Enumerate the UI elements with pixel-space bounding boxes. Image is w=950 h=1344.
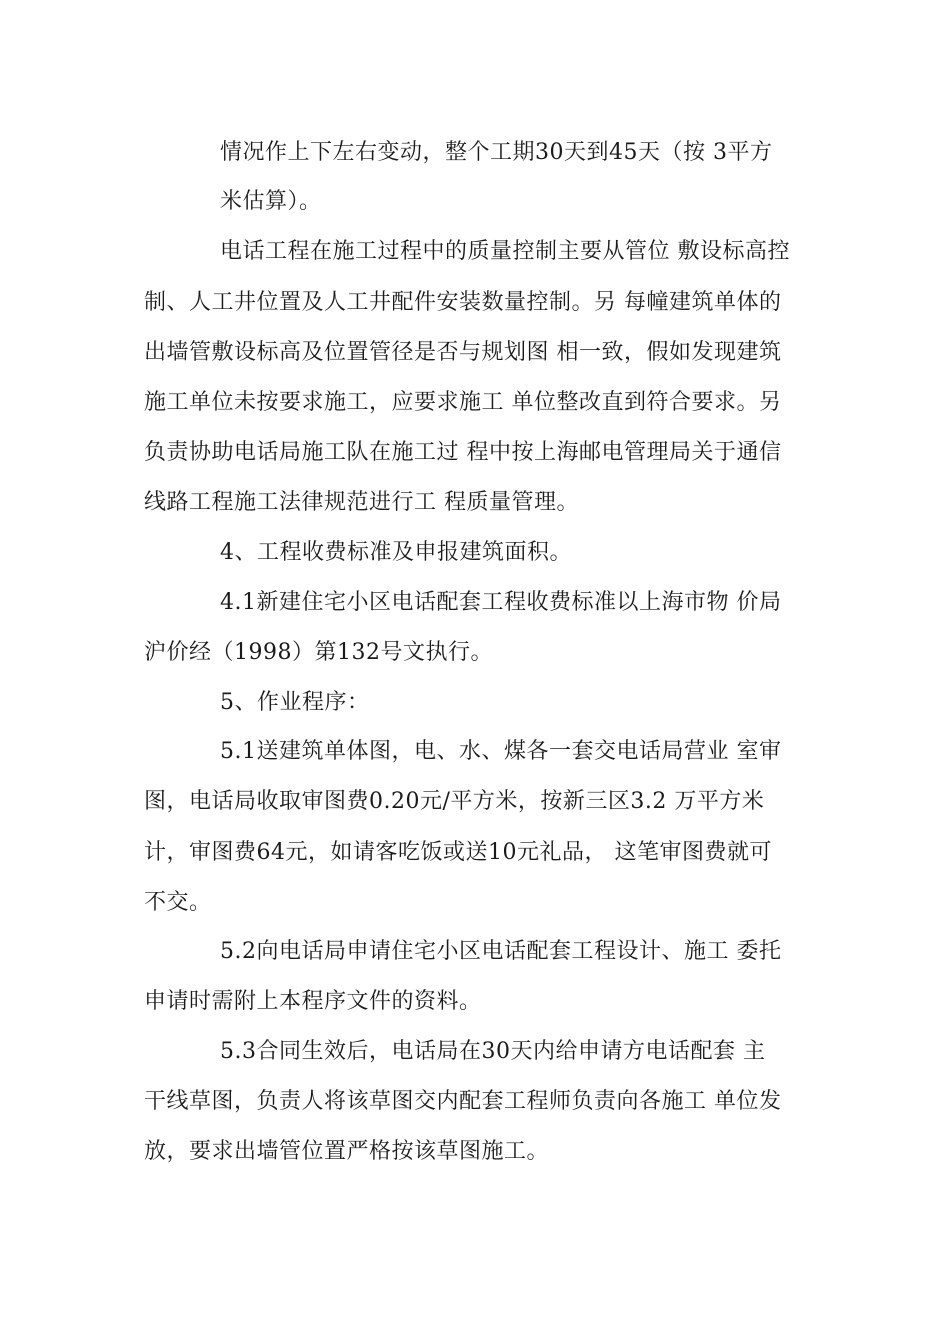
text-line: 申请时需附上本程序文件的资料。 <box>144 989 482 1014</box>
text-line: 沪价经（1998）第132号文执行。 <box>144 640 493 665</box>
text-line: 电话工程在施工过程中的质量控制主要从管位 敷设标高控 <box>220 239 790 264</box>
text-line: 负责协助电话局施工队在施工过 程中按上海邮电管理局关于通信 <box>144 440 782 465</box>
text-line: 线路工程施工法律规范进行工 程质量管理。 <box>144 490 579 515</box>
text-line: 干线草图，负责人将该草图交内配套工程师负责向各施工 单位发 <box>144 1089 782 1114</box>
text-line: 米估算）。 <box>220 189 322 214</box>
text-line: 4.1新建住宅小区电话配套工程收费标准以上海市物 价局 <box>220 590 782 615</box>
text-line: 放，要求出墙管位置严格按该草图施工。 <box>144 1139 550 1164</box>
text-line: 图，电话局收取审图费0.20元/平方米，按新三区3.2 万平方米 <box>144 789 765 814</box>
text-line: 不交。 <box>144 890 212 915</box>
text-line: 5.3合同生效后，电话局在30天内给申请方电话配套 主 <box>220 1039 766 1064</box>
text-line: 出墙管敷设标高及位置管径是否与规划图 相一致，假如发现建筑 <box>144 340 782 365</box>
section-heading: 5、作业程序： <box>220 690 370 715</box>
section-heading: 4、工程收费标准及申报建筑面积。 <box>220 540 572 565</box>
text-line: 情况作上下左右变动，整个工期30天到45天（按 3平方 <box>220 140 773 165</box>
text-line: 5.1送建筑单体图，电、水、煤各一套交电话局营业 室审 <box>220 739 782 764</box>
text-line: 计，审图费64元，如请客吃饭或送10元礼品， 这笔审图费就可 <box>144 840 772 865</box>
text-line: 5.2向电话局申请住宅小区电话配套工程设计、施工 委托 <box>220 939 782 964</box>
text-line: 施工单位未按要求施工，应要求施工 单位整改直到符合要求。另 <box>144 390 782 415</box>
text-line: 制、人工井位置及人工井配件安装数量控制。另 每幢建筑单体的 <box>144 290 782 315</box>
